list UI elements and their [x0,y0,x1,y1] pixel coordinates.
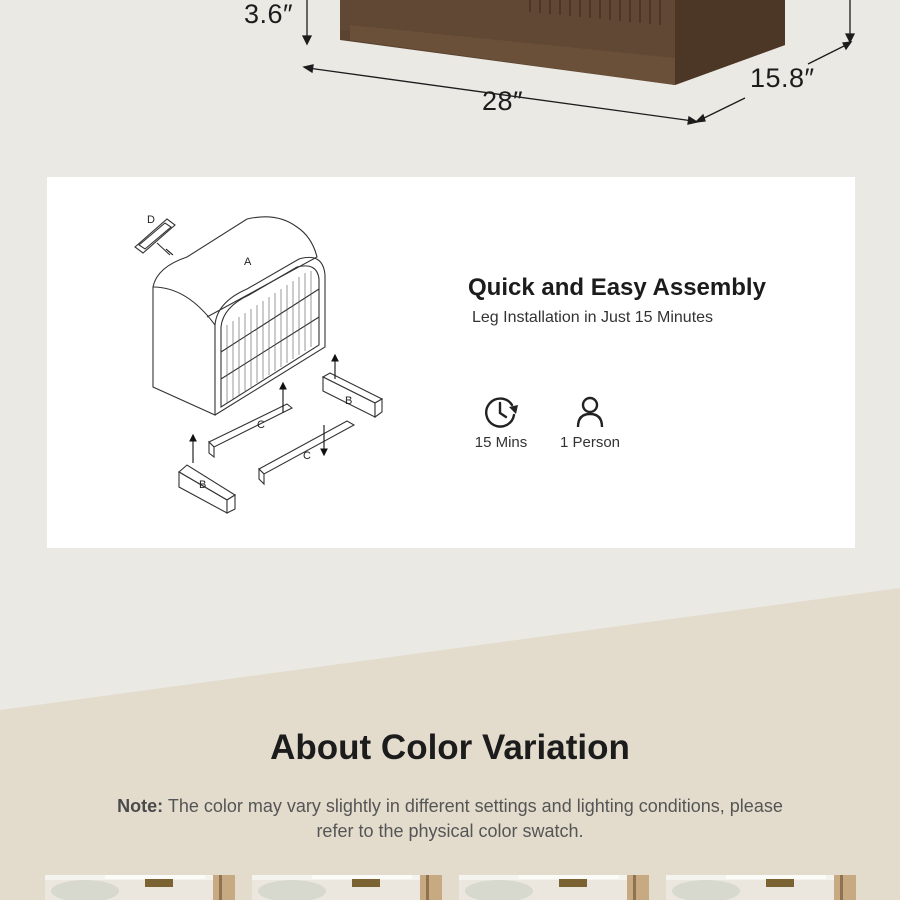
feature-assembly-people [540,394,640,451]
swatch-image-1 [45,875,235,900]
feature-people-label: 1 Person [559,434,621,451]
assembly-title: Quick and Easy Assembly [468,274,766,301]
color-variation-title: About Color Variation [270,728,630,767]
part-c-label-lower: C [303,450,311,462]
assembly-diagram [127,207,397,517]
color-variation-note [100,794,800,844]
feature-time-label: 15 Mins [474,434,528,451]
note-text: The color may vary slightly in different settings and lighting conditions, please refer to the physical color swatch. [167,796,783,841]
feature-assembly-time [451,394,551,451]
swatch-image-2 [252,875,442,900]
depth-dimension-label: 15.8″ [750,63,815,93]
part-d-label: D [147,214,155,226]
swatch-image-3 [459,875,649,900]
swatch-image-4 [666,875,856,900]
assembly-card [47,177,855,548]
part-b-label-left: B [199,479,207,491]
part-a-label: A [244,256,252,268]
part-c-label-upper: C [257,419,265,431]
assembly-subtitle: Leg Installation in Just 15 Minutes [472,309,714,326]
part-b-label-right: B [345,395,353,407]
note-label: Note: [117,796,164,816]
dimension-strip [0,0,900,140]
person-icon [572,394,608,430]
height-dimension-label: 3.6″ [244,0,294,29]
color-swatch-row [0,875,900,900]
width-dimension-label: 28″ [482,86,524,116]
clock-icon [483,394,519,430]
